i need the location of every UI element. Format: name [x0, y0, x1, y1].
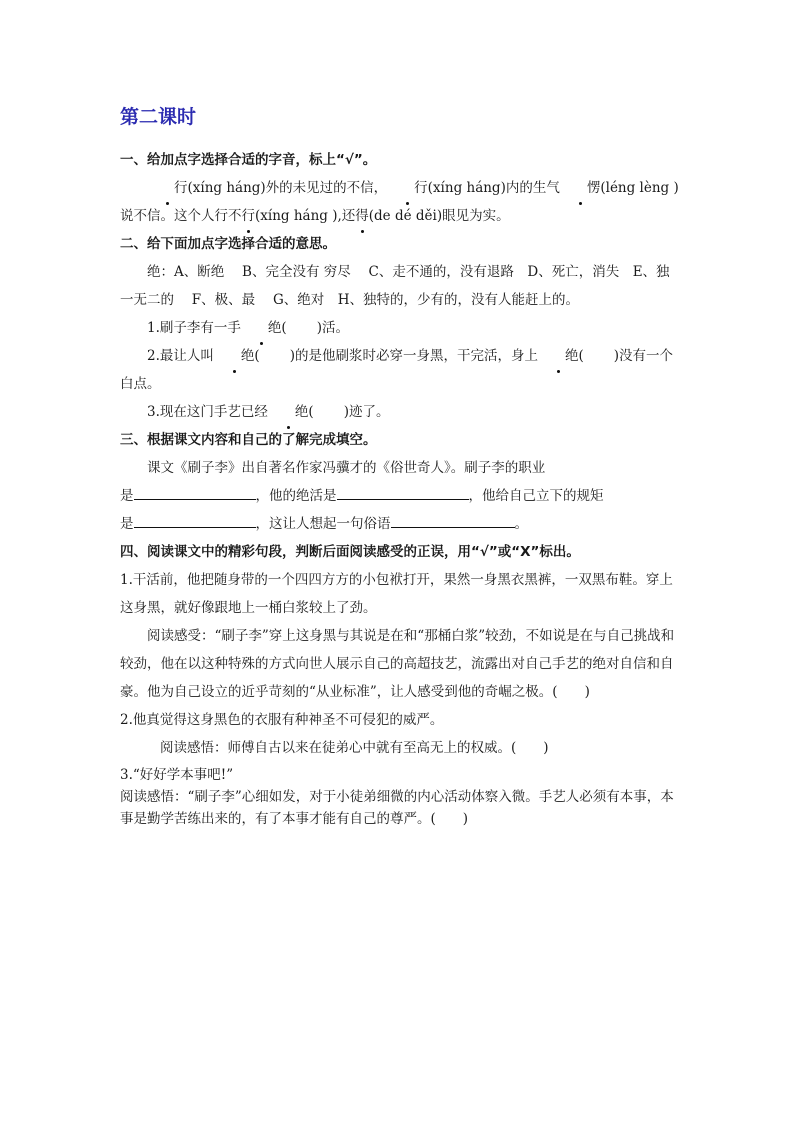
- answer-paren[interactable]: ( ): [578, 348, 620, 364]
- fill-line-2: 是 ，他的绝活是 ，他给自己立下的规矩: [120, 482, 680, 510]
- meaning-options: 绝：A、断绝 B、完全没有 穷尽 C、走不通的，没有退路 D、死亡，消失 E、独一无二的 F、极、最 G、绝对 H、独特的，少有的，没有人能赶上的。: [120, 264, 670, 308]
- dotted-char: 得: [355, 202, 369, 230]
- dotted-char: 行: [147, 174, 188, 202]
- dotted-char: 绝: [241, 314, 282, 342]
- dotted-char: 行: [387, 174, 428, 202]
- section-4: [120, 538, 680, 830]
- answer-paren[interactable]: ( ): [281, 320, 322, 336]
- section-2-heading: 二、给下面加点字选择合适的意思。: [120, 236, 336, 252]
- excerpt-2: 2.他真觉得这身黑色的衣服有种神圣不可侵犯的威严。: [120, 712, 444, 728]
- dotted-char: 行: [242, 202, 256, 230]
- dotted-char: 愣: [560, 174, 601, 202]
- fill-line-3: 是 ，这让人想起一句俗语 。: [120, 510, 680, 538]
- feeling-2: 阅读感悟：师傅自古以来在徒弟心中就有至高无上的权威。( ): [160, 740, 549, 756]
- feeling-3: 阅读感悟：“刷子李”心细如发，对于小徒弟细微的内心活动体察入微。手艺人必须有本事，本事是勤学苦练出来的，有了本事才能有自己的尊严。( ): [120, 789, 674, 827]
- dotted-char: 绝: [268, 398, 309, 426]
- section-1: [120, 146, 680, 230]
- excerpt-1: 1.干活前，他把随身带的一个四四方方的小包袱打开，果然一身黑衣黑裤，一双黑布鞋。穿上这身黑，就好像跟地上一桶白浆较上了劲。: [120, 572, 673, 616]
- dotted-char: 绝: [214, 342, 255, 370]
- section-1-line-1: 行(xíng háng)外的未见过的不信， 行(xíng háng)内的生气 愣(léng lèng ): [120, 174, 680, 202]
- section-1-line-2: 说不信。这个人行不行(xíng háng ),还得(de dé děi)眼见为实。: [120, 202, 680, 230]
- blank-rule[interactable]: [134, 513, 256, 528]
- dotted-char: 绝: [538, 342, 579, 370]
- section-1-heading: 一、给加点字选择合适的字音，标上“√”。: [120, 152, 377, 168]
- question-3: 3.现在这门手艺已经 绝( )迹了。: [120, 398, 680, 426]
- answer-paren[interactable]: ( ): [254, 348, 295, 364]
- section-3-heading: 三、根据课文内容和自己的了解完成填空。: [120, 432, 377, 448]
- excerpt-3: 3.“好好学本事吧!”: [120, 767, 234, 783]
- blank-proverb[interactable]: [391, 513, 515, 528]
- blank-occupation[interactable]: [134, 485, 256, 500]
- fill-line-1: 课文《刷子李》出自著名作家冯骥才的《俗世奇人》。刷子李的职业: [147, 460, 546, 476]
- section-2: [120, 230, 680, 426]
- feeling-1: 阅读感受：“刷子李”穿上这身黑与其说是在和“那桶白浆”较劲，不如说是在与自己挑战和较劲，他在以这种特殊的方式向世人展示自己的高超技艺，流露出对自己手艺的绝对自信和自豪。他为自己设立的近乎苛刻的“从业标准”，让人感受到他的奇崛之极。( ): [120, 628, 675, 700]
- blank-skill[interactable]: [337, 485, 469, 500]
- question-2: 2.最让人叫 绝( )的是他刷浆时必穿一身黑，干完活，身上 绝( )没有一个白点。: [120, 342, 680, 398]
- answer-paren[interactable]: ( ): [308, 404, 349, 420]
- page-title: 第二课时: [120, 106, 197, 128]
- worksheet-page: [120, 104, 680, 830]
- question-1: 1.刷子李有一手 绝( )活。: [120, 314, 680, 342]
- section-4-heading: 四、阅读课文中的精彩句段，判断后面阅读感受的正误，用“√”或“X”标出。: [120, 544, 580, 560]
- section-3: [120, 426, 680, 538]
